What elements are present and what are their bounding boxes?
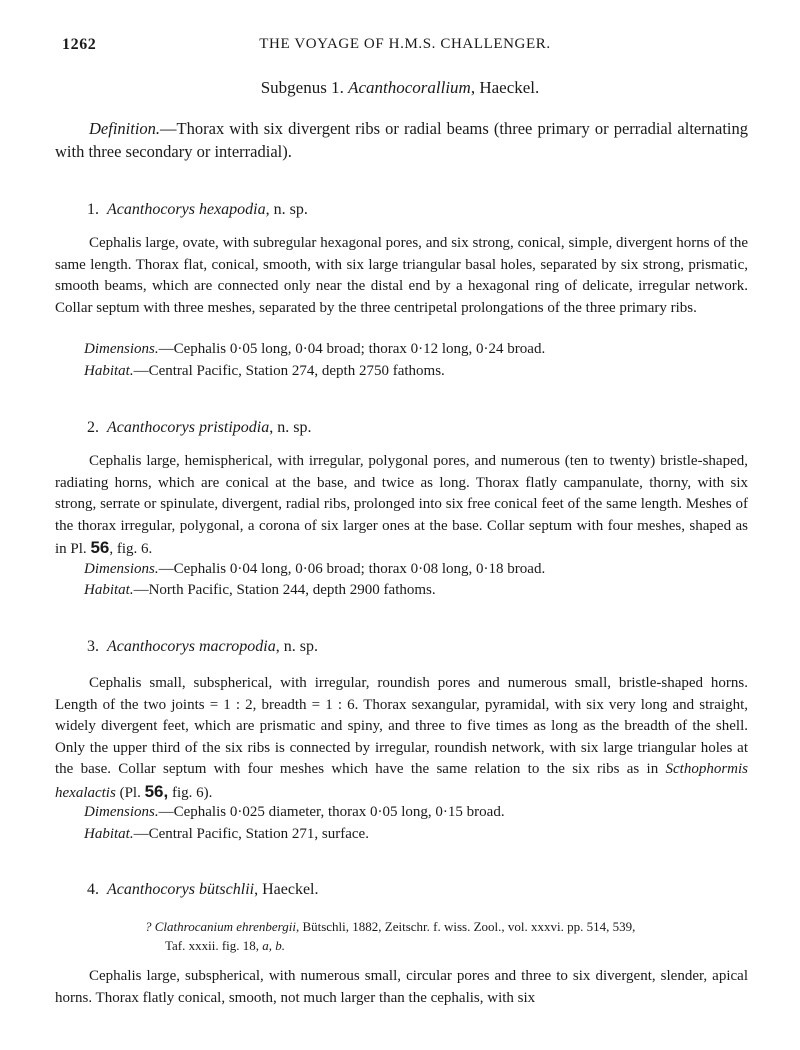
definition-label: Definition.	[89, 119, 161, 138]
species-2-heading	[87, 419, 311, 437]
synonym-line-1	[145, 917, 748, 936]
reference-species-name: Scthophormis hexalactis	[55, 761, 748, 801]
page-number: 1262	[62, 36, 97, 53]
synonym-reference: Taf. xxxii. fig. 18,	[165, 938, 263, 953]
species-number: 3.	[87, 638, 99, 655]
species-4-synonymy	[145, 917, 748, 955]
species-name: Acanthocorys bütschlii	[107, 881, 255, 898]
habitat-label: Habitat.	[84, 582, 134, 598]
species-3-heading	[87, 638, 318, 656]
dimensions-label: Dimensions.	[84, 561, 159, 577]
species-4-heading	[87, 881, 319, 899]
species-name: Acanthocorys macropodia	[107, 638, 276, 655]
species-number: 1.	[87, 201, 99, 218]
habitat-label: Habitat.	[84, 826, 134, 842]
synonym-line-2	[145, 936, 748, 955]
species-4-description: Cephalis large, subspherical, with numerous small, circular pores and three to six divergent, slender, apical horns. Thorax flatly conical, smooth, not much larger than the cephalis, with six	[55, 968, 748, 1006]
species-2-habitat	[84, 582, 436, 599]
species-suffix: , n. sp.	[275, 638, 318, 655]
plate-number: 56,	[144, 781, 169, 801]
synonym-figure-letters: a, b.	[262, 938, 286, 953]
species-number: 2.	[87, 419, 99, 436]
species-suffix: , Haeckel.	[254, 881, 319, 898]
description-text: , fig. 6.	[109, 541, 153, 558]
dimensions-text: —Cephalis 0·04 long, 0·06 broad; thorax 0·08 long, 0·18 broad.	[158, 561, 546, 577]
species-3-dimensions	[84, 804, 505, 821]
description-text: Cephalis small, subspherical, with irregular, roundish pores and numerous small, bristle-shaped horns. Length of the two joints = 1 : 2, breadth = 1 : 6. Thorax sexangular, pyramidal, with six very long and straight, widely divergent feet, which are prismatic and spiny, and three to five times as long as the breadth of the shell. Only the upper third of the six ribs is connected by irregular, roundish network, with six large triangular holes at the base. Collar septum with four meshes which have the same relation to the six ribs as in	[55, 675, 748, 778]
species-1-heading	[87, 201, 308, 219]
habitat-text: —North Pacific, Station 244, depth 2900 fathoms.	[133, 582, 436, 598]
species-3-description	[55, 673, 748, 805]
species-name: Acanthocorys pristipodia	[107, 419, 270, 436]
species-1-description: Cephalis large, ovate, with subregular hexagonal pores, and six strong, conical, simple, divergent horns of the same length. Thorax flat, conical, smooth, with six large triangular basal holes, separated by six strong, prismatic, smooth beams, which are connected only near the distal end by a hexagonal ring of delicate, irregular network. Collar septum with three meshes, separated by the three centripetal prolongations of the three primary ribs.	[55, 235, 748, 316]
species-suffix: , n. sp.	[269, 419, 312, 436]
description-text: (Pl.	[115, 784, 145, 801]
habitat-label: Habitat.	[84, 363, 134, 379]
running-title: THE VOYAGE OF H.M.S. CHALLENGER.	[259, 36, 551, 52]
habitat-text: —Central Pacific, Station 271, surface.	[133, 826, 369, 842]
dimensions-text: —Cephalis 0·025 diameter, thorax 0·05 long, 0·15 broad.	[158, 804, 505, 820]
dimensions-text: —Cephalis 0·05 long, 0·04 broad; thorax 0·12 long, 0·24 broad.	[158, 341, 546, 357]
species-number: 4.	[87, 881, 99, 898]
species-3-habitat	[84, 826, 369, 843]
subgenus-author: , Haeckel.	[470, 78, 540, 97]
description-text: Cephalis large, hemispherical, with irregular, polygonal pores, and numerous (ten to twenty) bristle-shaped, radiating horns, which are conical at the base, and twice as long. Thorax flatly campanulate, thorny, with six strong, serrate or spinulate, divergent, radial ribs, prolonged into six free conical feet of the same length. Meshes of the thorax irregular, polygonal, a corona of six larger ones at the base. Collar septum with four meshes, shaped as in Pl.	[55, 453, 748, 558]
running-header	[62, 36, 748, 56]
species-1-habitat	[84, 363, 445, 380]
synonym-name: ? Clathrocanium ehrenbergii	[145, 919, 296, 934]
species-2-dimensions	[84, 561, 545, 578]
species-suffix: , n. sp.	[265, 201, 308, 218]
subgenus-prefix: Subgenus 1.	[260, 78, 349, 97]
species-2-description	[55, 451, 748, 561]
description-text: fig. 6).	[168, 784, 213, 801]
plate-number: 56	[90, 538, 110, 558]
definition-paragraph	[55, 117, 748, 163]
definition-text: —Thorax with six divergent ribs or radial beams (three primary or perradial alternating with three secondary or interradial).	[55, 119, 748, 161]
dimensions-label: Dimensions.	[84, 341, 159, 357]
subgenus-heading	[0, 78, 800, 98]
synonym-reference: , Bütschli, 1882, Zeitschr. f. wiss. Zool., vol. xxxvi. pp. 514, 539,	[295, 919, 636, 934]
habitat-text: —Central Pacific, Station 274, depth 2750 fathoms.	[133, 363, 445, 379]
species-1-dimensions	[84, 341, 545, 358]
subgenus-name: Acanthocorallium	[348, 78, 471, 97]
dimensions-label: Dimensions.	[84, 804, 159, 820]
species-name: Acanthocorys hexapodia	[107, 201, 266, 218]
